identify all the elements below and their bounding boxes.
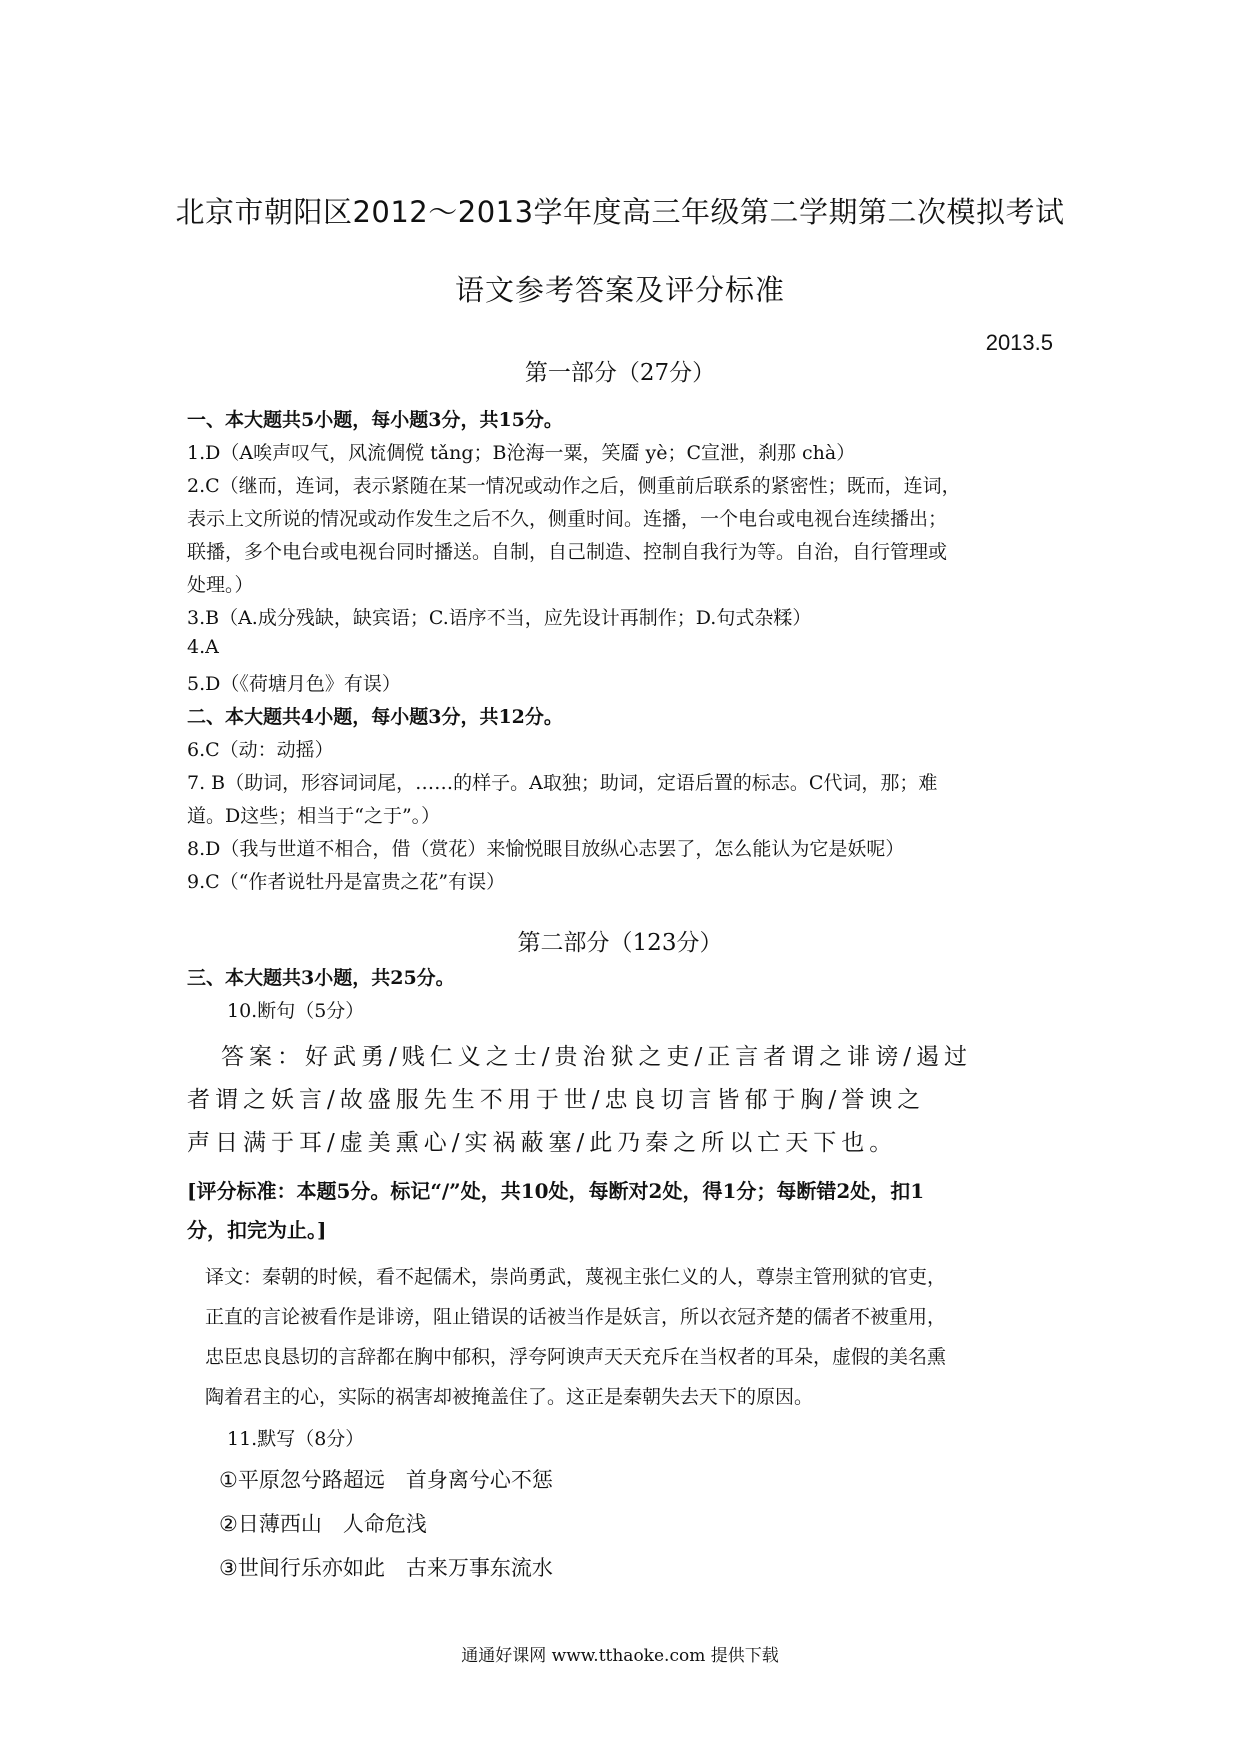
translation-line1: 译文：秦朝的时候，看不起儒术，崇尚勇武，蔑视主张仁义的人，尊崇主管刑狱的官吏， <box>205 1266 947 1288</box>
answer-q2-line4: 处理。） <box>187 574 254 596</box>
recitation-answer-2: ②日薄西山 人命危浅 <box>219 1512 427 1536</box>
answer-q8: 8.D（我与世道不相合，借（赏花）来愉悦眼目放纵心志罢了，怎么能认为它是妖呢） <box>187 838 905 860</box>
answer-q1: 1.D（A唉声叹气，风流倜傥 tǎng；B沧海一粟，笑靥 yè；C宣泄，刹那 chà） <box>187 442 856 464</box>
document-date: 2013.5 <box>985 330 1053 355</box>
answer-q9: 9.C（“作者说牡丹是富贵之花”有误） <box>187 871 506 893</box>
answer-q7-line2: 道。D这些；相当于“之于”。） <box>187 805 441 827</box>
footer-source: 通通好课网 www.tthaoke.com 提供下载 <box>461 1646 779 1666</box>
answer-q6: 6.C（动：动摇） <box>187 739 334 761</box>
answer-q3: 3.B（A.成分残缺，缺宾语；C.语序不当，应先设计再制作；D.句式杂糅） <box>187 607 812 629</box>
recitation-answer-3: ③世间行乐亦如此 古来万事东流水 <box>219 1556 553 1580</box>
part2-title: 第二部分（123分） <box>517 930 723 956</box>
punctuation-answer-line1: 答案：好武勇/贱仁义之士/贵治狱之吏/正言者谓之诽谤/遏过 <box>221 1044 972 1070</box>
answer-q5: 5.D（《荷塘月色》有误） <box>187 673 401 695</box>
punctuation-answer-line2: 者谓之妖言/故盛服先生不用于世/忠良切言皆郁于胸/誉谀之 <box>187 1087 926 1113</box>
section1-heading: 一、本大题共5小题，每小题3分，共15分。 <box>187 409 563 431</box>
answer-q2-line2: 表示上文所说的情况或动作发生之后不久，侧重时间。连播，一个电台或电视台连续播出； <box>187 508 948 530</box>
scoring-criteria-line2: 分，扣完为止。] <box>187 1218 327 1242</box>
translation-line2: 正直的言论被看作是诽谤，阻止错误的话被当作是妖言，所以衣冠齐楚的儒者不被重用， <box>205 1306 947 1328</box>
section3-heading: 三、本大题共3小题，共25分。 <box>187 967 455 989</box>
translation-line4: 陶着君主的心，实际的祸害却被掩盖住了。这正是秦朝失去天下的原因。 <box>205 1386 814 1408</box>
answer-q4: 4.A <box>187 636 219 658</box>
q11-title: 11.默写（8分） <box>227 1428 365 1450</box>
scoring-criteria-line1: [评分标准：本题5分。标记“/”处，共10处，每断对2处，得1分；每断错2处，扣1 <box>187 1179 925 1203</box>
document-subtitle: 语文参考答案及评分标准 <box>454 273 785 307</box>
document-title: 北京市朝阳区2012～2013学年度高三年级第二学期第二次模拟考试 <box>175 195 1065 229</box>
part1-title: 第一部分（27分） <box>524 360 716 386</box>
answer-q2-line1: 2.C（继而，连词，表示紧随在某一情况或动作之后，侧重前后联系的紧密性；既而，连词， <box>187 475 961 497</box>
translation-line3: 忠臣忠良恳切的言辞都在胸中郁积，浮夸阿谀声天天充斥在当权者的耳朵，虚假的美名熏 <box>205 1346 947 1368</box>
section2-heading: 二、本大题共4小题，每小题3分，共12分。 <box>187 706 563 728</box>
q10-title: 10.断句（5分） <box>227 1000 365 1022</box>
answer-q2-line3: 联播，多个电台或电视台同时播送。自制，自己制造、控制自我行为等。自治，自行管理或 <box>187 541 948 563</box>
punctuation-answer-line3: 声日满于耳/虚美熏心/实祸蔽塞/此乃秦之所以亡天下也。 <box>187 1130 898 1156</box>
answer-q7-line1: 7. B（助词，形容词词尾，……的样子。A取独；助词，定语后置的标志。C代词，那；难 <box>187 772 938 794</box>
recitation-answer-1: ①平原忽兮路超远 首身离兮心不惩 <box>219 1468 553 1492</box>
